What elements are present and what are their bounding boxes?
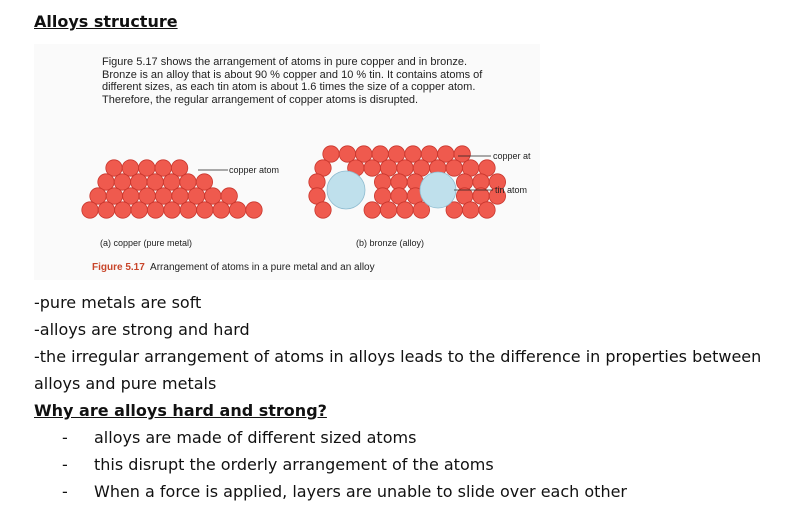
subheading: Why are alloys hard and strong? xyxy=(34,401,327,420)
bullet-list xyxy=(34,424,786,505)
copper-atom xyxy=(131,202,147,218)
bullet-dash: - xyxy=(62,455,68,474)
copper-atom xyxy=(246,202,262,218)
label-copper-atom-bronze: copper at xyxy=(493,151,531,161)
page-title: Alloys structure xyxy=(34,12,178,31)
bullet-dash: - xyxy=(62,428,68,447)
copper-atom xyxy=(462,202,478,218)
bullet-text: this disrupt the orderly arrangement of the atoms xyxy=(94,455,494,474)
atom-diagram xyxy=(34,44,540,280)
list-item xyxy=(34,424,786,451)
copper-atom xyxy=(380,202,396,218)
copper-atom xyxy=(229,202,245,218)
list-item xyxy=(34,451,786,478)
copper-atom xyxy=(147,202,163,218)
copper-atom xyxy=(339,146,355,162)
note-line: -alloys are strong and hard xyxy=(34,320,250,339)
figure-body-text: Figure 5.17 shows the arrangement of atoms in pure copper and in bronze. Bronze is an alloy that is about 90 % copper and 10 % tin. It contains atoms of different sizes, as each tin atom is about 1.6 times the size of a copper atom. Therefore, the regular arrangement of copper atoms is disrupted. xyxy=(102,56,483,106)
textbook-figure xyxy=(34,44,540,280)
copper-atom xyxy=(82,202,98,218)
bullet-dash: - xyxy=(62,482,68,501)
figure-caption xyxy=(92,262,375,273)
copper-atom xyxy=(446,160,462,176)
figure-number: Figure 5.17 xyxy=(92,262,145,273)
bullet-text: alloys are made of different sized atoms xyxy=(94,428,417,447)
copper-atom xyxy=(164,202,180,218)
caption-pure-copper: (a) copper (pure metal) xyxy=(100,238,193,248)
copper-atom xyxy=(98,202,114,218)
copper-atom xyxy=(364,202,380,218)
copper-atom xyxy=(213,202,229,218)
tin-atom xyxy=(327,171,365,209)
figure-caption-text: Arrangement of atoms in a pure metal and an alloy xyxy=(150,262,375,273)
caption-bronze: (b) bronze (alloy) xyxy=(356,238,425,248)
copper-atom xyxy=(180,202,196,218)
copper-atom xyxy=(364,160,380,176)
notes-section xyxy=(34,289,786,505)
label-copper-atom: copper atom xyxy=(229,165,280,175)
tin-atom xyxy=(420,172,456,208)
bullet-text: When a force is applied, layers are unable to slide over each other xyxy=(94,482,628,501)
copper-atom xyxy=(115,202,131,218)
label-tin-atom: tin atom xyxy=(495,185,528,195)
copper-atom xyxy=(315,202,331,218)
copper-atom xyxy=(197,202,213,218)
list-item xyxy=(34,478,786,505)
note-line: -pure metals are soft xyxy=(34,293,202,312)
copper-atom xyxy=(397,202,413,218)
copper-atom xyxy=(479,202,495,218)
note-line: -the irregular arrangement of atoms in alloys leads to the difference in properties between alloys and pure metals xyxy=(34,347,762,393)
bronze-lattice xyxy=(309,146,506,218)
